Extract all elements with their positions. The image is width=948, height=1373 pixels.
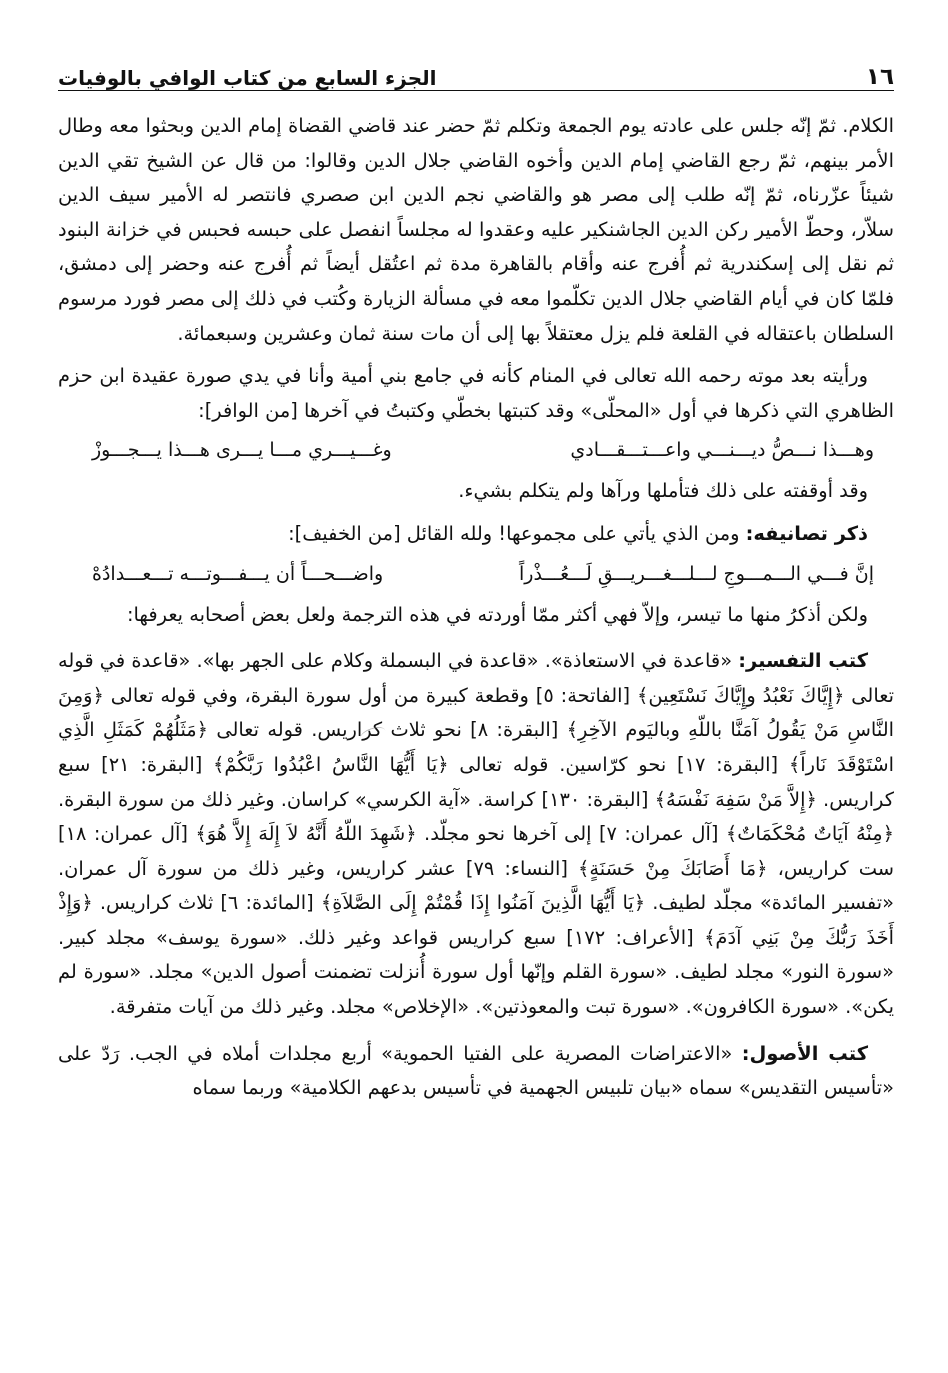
- paragraph-3: وقد أوقفته على ذلك فتأملها ورآها ولم يتكلم بشيء.: [458, 479, 868, 503]
- paragraph-7: [58, 1037, 894, 1106]
- running-title: الجزء السابع من كتاب الوافي بالوفيات: [58, 66, 437, 90]
- verse-2-first-hemistich: إنَّ فـــي الـــمـــوجِ لـــلـــغـــريـــقِ لَـــعُـــذْراً: [519, 562, 874, 585]
- verse-1-second-hemistich: وغـــيـــري مـــا يـــرى هـــذا يـــجـــوزْ: [92, 439, 392, 462]
- section-label-works: ذكر تصانيفه:: [745, 521, 868, 545]
- poem-verse-2: [92, 556, 874, 592]
- paragraph-7-text: «الاعتراضات المصرية على الفتيا الحموية» أربع مجلدات أملاه في الجب. رَدّ على «تأسيس التقديس» سماه «بيان تلبيس الجهمية في تأسيس بدعهم الكلامية» وربما سماه: [58, 1041, 894, 1100]
- paragraph-2: ورأيته بعد موته رحمه الله تعالى في المنام كأنه في جامع بني أمية وأنا في يدي صورة عقيدة ابن حزم الظاهري التي ذكرها في أول «المحلّى» وقد كتبتها بخطّي وكتبتُ في آخرها [من الوافر]:: [58, 364, 894, 422]
- paragraph-5: ولكن أذكرُ منها ما تيسر، وإلاّ فهي أكثر ممّا أوردته في هذه الترجمة ولعل بعض أصحابه يعرفها:: [126, 602, 868, 626]
- section-label-tafsir: كتب التفسير:: [738, 649, 869, 673]
- book-page: [58, 52, 894, 1106]
- paragraph-4: [58, 517, 894, 552]
- verse-1-first-hemistich: وهـــذا نـــصُّ ديـــنـــي واعـــتـــقـــادي: [570, 439, 874, 462]
- page-body: [58, 91, 894, 1106]
- page-header: [58, 52, 894, 91]
- verse-2-second-hemistich: واضـــحـــاً أن يـــفـــوتـــه تـــعـــدادُهْ: [92, 562, 384, 585]
- page-number: ١٦: [865, 64, 894, 90]
- paragraph-1: الكلام. ثمّ إنّه جلس على عادته يوم الجمعة وتكلم ثمّ حضر عند قاضي القضاة إمام الدين وبحثوا معه وطال الأمر بينهم، ثمّ رجع القاضي إمام الدين وأخوه القاضي جلال الدين وقالوا: من قال عن الشيخ تقي الدين شيئاً عزّرناه، ثمّ إنّه طلب إلى مصر هو والقاضي نجم الدين ابن صصري فانتصر له الأمير سيف الدين سلاّر، وحطّ الأمير ركن الدين الجاشنكير عليه وعقدوا له مجلساً انفصل على حبسه فحبس في خزانة البنود ثم نقل إلى إسكندرية ثم أُفرج عنه وأقام بالقاهرة مدة ثم اعتُقل أيضاً ثم أُفرج عنه وحضر إلى دمشق، فلمّا كان في أيام القاضي جلال الدين تكلّموا معه في مسألة الزيارة وكُتب في ذلك إلى مصر فورد مرسوم السلطان باعتقاله في القلعة فلم يزل معتقلاً بها إلى أن مات سنة ثمان وعشرين وسبعمائة.: [58, 114, 894, 345]
- poem-verse-1: [92, 432, 874, 468]
- paragraph-6-text: «قاعدة في الاستعاذة». «قاعدة في البسملة وكلام على الجهر بها». «قاعدة في قوله تعالى ﴿إِيَّاكَ نَعْبُدُ وإِيَّاكَ نَسْتَعِين﴾ [الفاتحة: ٥] وقطعة كبيرة من أول سورة البقرة، وفي قوله تعالى ﴿وَمِنَ النَّاسِ مَنْ يَقُولُ آمَنَّا باللّهِ وباليَوم الآخِرِ﴾ [البقرة: ٨] نحو ثلاث كراريس. قوله تعالى ﴿مَثَلُهُمْ كَمَثَلِ الَّذِي اسْتَوْقَدَ نَاراً﴾ [البقرة: ١٧] نحو كرّاسين. قوله تعالى ﴿يَا أَيُّهَا النَّاسُ اعْبُدُوا رَبَّكُمْ﴾ [البقرة: ٢١] سبع كراريس. ﴿إِلاَّ مَنْ سَفِهَ نَفْسَهُ﴾ [البقرة: ١٣٠] كراسة. «آية الكرسي» كراسان. وغير ذلك من سورة البقرة. ﴿مِنْهُ آيَاتٌ مُحْكَمَاتٌ﴾ [آل عمران: ٧] إلى آخرها نحو مجلّد. ﴿شَهِدَ اللّهُ أَنَّهُ لاَ إِلَهَ إِلاَّ هُوَ﴾ [آل عمران: ١٨] ست كراريس، ﴿مَا أَصَابَكَ مِنْ حَسَنَةٍ﴾ [النساء: ٧٩] عشر كراريس، وغير ذلك من سورة آل عمران. «تفسير المائدة» مجلّد لطيف. ﴿يَا أَيُّهَا الَّذِينَ آمَنُوا إِذَا قُمْتُمْ إِلَى الصَّلاَةِ﴾ [المائدة: ٦] ثلاث كراريس. ﴿وَإِذْ أَخَذَ رَبُّكَ مِنْ بَنِي آدَمَ﴾ [الأعراف: ١٧٢] سبع كراريس قواعد وغير ذلك. «سورة يوسف» مجلد كبير. «سورة النور» مجلد لطيف. «سورة القلم وإنّها أول سورة أُنزلت تضمنت أصول الدين» مجلد. «سورة لم يكن». «سورة الكافرون». «سورة تبت والمعوذتين». «الإخلاص» مجلد. وغير ذلك من آيات متفرقة.: [58, 649, 895, 1019]
- section-label-usul: كتب الأصول:: [741, 1041, 868, 1065]
- paragraph-4-text: ومن الذي يأتي على مجموعها! ولله القائل [من الخفيف]:: [288, 521, 746, 545]
- paragraph-6: [58, 644, 894, 1025]
